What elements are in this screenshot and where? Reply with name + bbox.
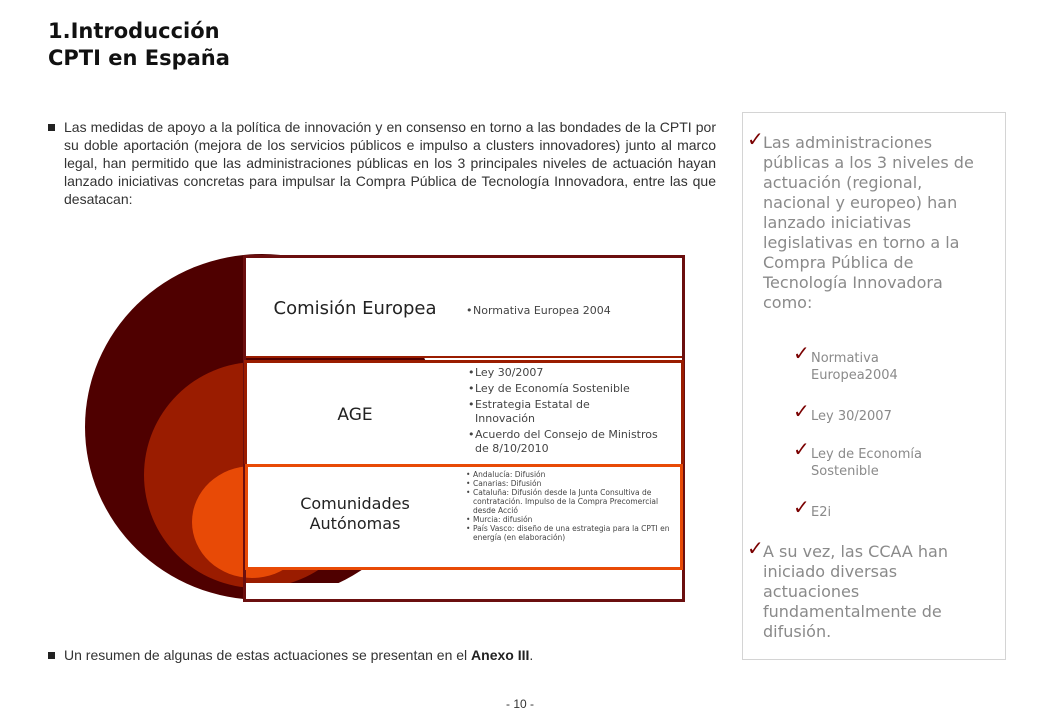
level-ccaa-label: Comunidades Autónomas <box>300 494 410 533</box>
level-ce-items <box>466 304 676 318</box>
level-age-item: • Estrategia Estatal de Innovación <box>468 398 625 426</box>
square-bullet-icon <box>48 124 55 131</box>
annex-reference: Anexo III <box>471 647 530 663</box>
level-age-item: • Acuerdo del Consejo de Ministros de 8/10/2010 <box>468 428 665 456</box>
panel-sub-item: Ley 30/2007 <box>811 409 892 424</box>
check-icon: ✓ <box>793 495 810 519</box>
level-age-label: AGE <box>337 405 373 425</box>
summary-end: . <box>529 647 534 663</box>
level-ccaa-items <box>466 470 678 542</box>
level-ccaa-item: • Murcia: difusión <box>466 515 678 524</box>
panel-sub-item: E2i <box>811 505 832 520</box>
panel-sub-item: Normativa Europea2004 <box>811 351 898 383</box>
intro-paragraph <box>48 118 716 208</box>
check-icon: ✓ <box>793 399 810 423</box>
summary-panel <box>742 112 1006 660</box>
summary-paragraph <box>48 646 716 664</box>
level-age-item: • Ley 30/2007 <box>468 366 678 380</box>
panel-sub-item: Ley de Economía Sostenible <box>811 447 922 479</box>
check-icon: ✓ <box>747 536 764 560</box>
title-line-2: CPTI en España <box>48 46 230 70</box>
check-icon: ✓ <box>793 341 810 365</box>
title-line-1: 1.Introducción <box>48 19 220 43</box>
check-icon: ✓ <box>793 437 810 461</box>
intro-text: Las medidas de apoyo a la política de innovación y en consenso en torno a las bondades de la CPTI por su doble aportación (mejora de los servicios públicos e impulso a clusters innovadores) junto al marco legal, han permitido que las administraciones públicas en los 3 principales niveles de actuación hayan lanzado iniciativas concretas para impulsar la Compra Pública de Tecnología Innovadora, entre las que desatacan: <box>64 119 716 207</box>
panel-main-text: Las administraciones públicas a los 3 niveles de actuación (regional, nacional y europeo) han lanzado iniciativas legislativas en torno a la Compra Pública de Tecnología Innovadora como: <box>763 133 974 312</box>
summary-text: Un resumen de algunas de estas actuaciones se presentan en el <box>64 647 472 663</box>
panel-second-text: A su vez, las CCAA han iniciado diversas actuaciones fundamentalmente de difusión. <box>763 542 948 641</box>
level-ce-label: Comisión Europea <box>273 298 437 319</box>
level-age-item: • Ley de Economía Sostenible <box>468 382 678 396</box>
page-title <box>48 18 230 72</box>
level-ccaa-item: • Cataluña: Difusión desde la Junta Consultiva de contratación. Impulso de la Compra Precomercial desde Acció <box>466 488 678 515</box>
page-number: - 10 - <box>505 697 534 711</box>
bottom-strip <box>246 583 682 599</box>
check-icon: ✓ <box>747 127 764 151</box>
level-ce-item: • Normativa Europea 2004 <box>466 304 676 318</box>
level-ccaa-item: • País Vasco: diseño de una estrategia para la CPTI en energía (en elaboración) <box>466 524 678 542</box>
level-age-items <box>468 366 678 456</box>
level-ccaa-item: • Andalucía: Difusión <box>466 470 678 479</box>
square-bullet-icon <box>48 652 55 659</box>
level-ccaa-item: • Canarias: Difusión <box>466 479 678 488</box>
